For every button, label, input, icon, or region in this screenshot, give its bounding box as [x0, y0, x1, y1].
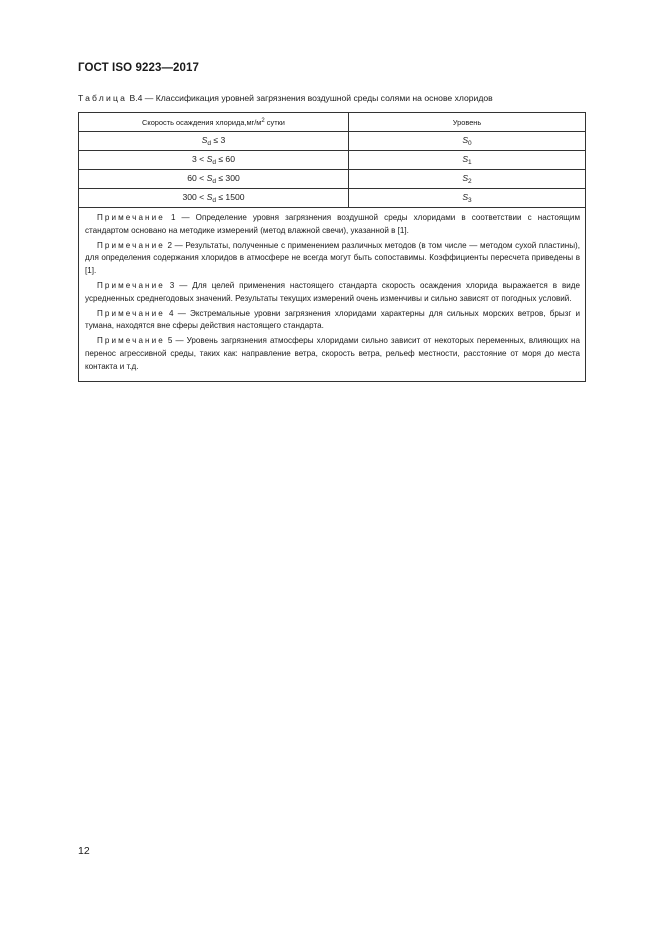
- table-row: [79, 132, 586, 151]
- column-header-rate: Скорость осаждения $хлорида,мг/м^2$ сутки: [79, 113, 349, 132]
- level-cell: $S_2$: [349, 170, 586, 189]
- table-header-row: [79, 113, 586, 132]
- note-5: Примечание 5 — Уровень загрязнения атмосферы хлоридами сильно зависит от некоторых переменных, влияющих на перенос агрессивной среды, таких как: направление ветра, скорость ветра, рельеф местности, расстояние от моря до места контакта и т.д.: [85, 336, 580, 371]
- level-cell: $S_0$: [349, 132, 586, 151]
- level-cell: $S_1$: [349, 151, 586, 170]
- table-row: [79, 170, 586, 189]
- level-cell: $S_3$: [349, 189, 586, 208]
- notes-row: [79, 208, 586, 382]
- table-row: [79, 189, 586, 208]
- caption-label: Таблица: [78, 93, 128, 103]
- note-4: Примечание 4 — Экстремальные уровни загрязнения хлоридами характерны для сильных морских ветров, брызг и тумана, находятся вне сферы действия настоящего стандарта.: [85, 308, 581, 331]
- column-header-level: Уровень: [349, 113, 586, 132]
- rate-cell: $60 < S_d \le 300$: [79, 170, 349, 189]
- caption-number: В.4: [129, 93, 143, 103]
- document-header: ГОСТ ISO 9223—2017: [78, 62, 200, 74]
- table-caption: [78, 93, 493, 103]
- rate-cell: $S_d \le 3$: [79, 132, 349, 151]
- page-number: 12: [78, 845, 90, 857]
- note-3: Примечание 3 — Для целей применения настоящего стандарта скорость осаждения хлорида выражается в виде усредненных среднегодовых значений. Результаты текущих измерений очень изменчивы и сильно зависят от погодных условий.: [85, 280, 580, 303]
- notes-cell: [79, 208, 586, 382]
- chloride-classification-table: [78, 112, 586, 382]
- note-1: Примечание 1 — Определение уровня загрязнения воздушной среды хлоридами в соответствии с настоящим стандартом основано на методике измерений (метод влажной свечи), указанной в [1].: [85, 213, 581, 235]
- caption-text: — Классификация уровней загрязнения воздушной среды солями на основе хлоридов: [144, 93, 493, 103]
- note-2: Примечание 2 — Результаты, полученные с применением различных методов (в том числе — методом сухой пластины), для определения содержания хлоридов в атмосфере не всегда могут быть сопоставимы. Коэффициенты пересчета приведены в [1].: [85, 240, 580, 276]
- rate-cell: $300 < S_d \le 1500$: [79, 189, 349, 208]
- rate-cell: $3 < S_d \le 60$: [79, 151, 349, 170]
- table-row: [79, 151, 586, 170]
